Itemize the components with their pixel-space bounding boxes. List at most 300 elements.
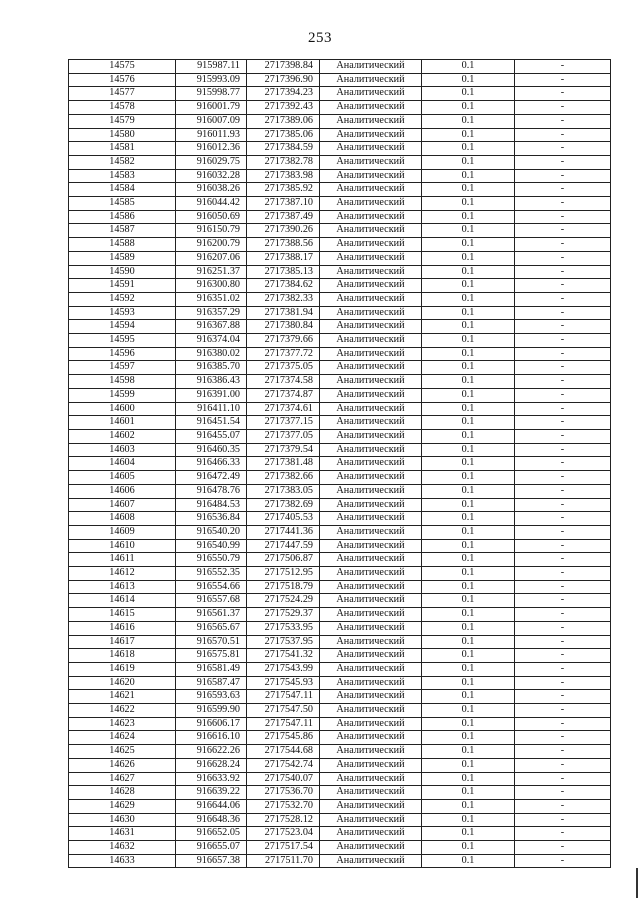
- method-cell: Аналитический: [320, 704, 422, 718]
- point-number-cell: 14627: [69, 772, 176, 786]
- point-number-cell: 14599: [69, 388, 176, 402]
- table-row: [69, 457, 611, 471]
- x-coordinate-cell: 916648.36: [176, 813, 247, 827]
- note-cell: -: [515, 662, 611, 676]
- y-coordinate-cell: 2717545.86: [247, 731, 320, 745]
- accuracy-cell: 0.1: [422, 334, 515, 348]
- method-cell: Аналитический: [320, 238, 422, 252]
- method-cell: Аналитический: [320, 87, 422, 101]
- method-cell: Аналитический: [320, 539, 422, 553]
- note-cell: -: [515, 786, 611, 800]
- note-cell: -: [515, 251, 611, 265]
- x-coordinate-cell: 916652.05: [176, 827, 247, 841]
- table-row: [69, 827, 611, 841]
- method-cell: Аналитический: [320, 635, 422, 649]
- method-cell: Аналитический: [320, 114, 422, 128]
- point-number-cell: 14626: [69, 758, 176, 772]
- accuracy-cell: 0.1: [422, 813, 515, 827]
- x-coordinate-cell: 916032.28: [176, 169, 247, 183]
- accuracy-cell: 0.1: [422, 484, 515, 498]
- x-coordinate-cell: 916552.35: [176, 567, 247, 581]
- note-cell: -: [515, 292, 611, 306]
- note-cell: -: [515, 197, 611, 211]
- table-row: [69, 155, 611, 169]
- point-number-cell: 14590: [69, 265, 176, 279]
- accuracy-cell: 0.1: [422, 525, 515, 539]
- method-cell: Аналитический: [320, 197, 422, 211]
- note-cell: -: [515, 238, 611, 252]
- accuracy-cell: 0.1: [422, 265, 515, 279]
- x-coordinate-cell: 916391.00: [176, 388, 247, 402]
- point-number-cell: 14625: [69, 745, 176, 759]
- accuracy-cell: 0.1: [422, 347, 515, 361]
- accuracy-cell: 0.1: [422, 827, 515, 841]
- x-coordinate-cell: 916550.79: [176, 553, 247, 567]
- note-cell: -: [515, 731, 611, 745]
- accuracy-cell: 0.1: [422, 649, 515, 663]
- accuracy-cell: 0.1: [422, 292, 515, 306]
- method-cell: Аналитический: [320, 690, 422, 704]
- x-coordinate-cell: 916385.70: [176, 361, 247, 375]
- note-cell: -: [515, 402, 611, 416]
- y-coordinate-cell: 2717387.49: [247, 210, 320, 224]
- accuracy-cell: 0.1: [422, 841, 515, 855]
- method-cell: Аналитический: [320, 512, 422, 526]
- y-coordinate-cell: 2717536.70: [247, 786, 320, 800]
- method-cell: Аналитический: [320, 799, 422, 813]
- method-cell: Аналитический: [320, 334, 422, 348]
- table-row: [69, 279, 611, 293]
- method-cell: Аналитический: [320, 731, 422, 745]
- note-cell: -: [515, 594, 611, 608]
- table-row: [69, 375, 611, 389]
- y-coordinate-cell: 2717389.06: [247, 114, 320, 128]
- accuracy-cell: 0.1: [422, 512, 515, 526]
- note-cell: -: [515, 265, 611, 279]
- method-cell: Аналитический: [320, 662, 422, 676]
- note-cell: -: [515, 854, 611, 868]
- accuracy-cell: 0.1: [422, 320, 515, 334]
- y-coordinate-cell: 2717441.36: [247, 525, 320, 539]
- accuracy-cell: 0.1: [422, 388, 515, 402]
- note-cell: -: [515, 183, 611, 197]
- y-coordinate-cell: 2717543.99: [247, 662, 320, 676]
- y-coordinate-cell: 2717377.15: [247, 416, 320, 430]
- method-cell: Аналитический: [320, 649, 422, 663]
- table-row: [69, 676, 611, 690]
- y-coordinate-cell: 2717385.13: [247, 265, 320, 279]
- y-coordinate-cell: 2717533.95: [247, 621, 320, 635]
- note-cell: -: [515, 745, 611, 759]
- method-cell: Аналитический: [320, 265, 422, 279]
- y-coordinate-cell: 2717524.29: [247, 594, 320, 608]
- method-cell: Аналитический: [320, 128, 422, 142]
- y-coordinate-cell: 2717545.93: [247, 676, 320, 690]
- method-cell: Аналитический: [320, 306, 422, 320]
- x-coordinate-cell: 916251.37: [176, 265, 247, 279]
- x-coordinate-cell: 916622.26: [176, 745, 247, 759]
- accuracy-cell: 0.1: [422, 183, 515, 197]
- table-row: [69, 251, 611, 265]
- x-coordinate-cell: 916581.49: [176, 662, 247, 676]
- table-row: [69, 402, 611, 416]
- y-coordinate-cell: 2717517.54: [247, 841, 320, 855]
- table-row: [69, 580, 611, 594]
- point-number-cell: 14576: [69, 73, 176, 87]
- y-coordinate-cell: 2717379.66: [247, 334, 320, 348]
- point-number-cell: 14583: [69, 169, 176, 183]
- method-cell: Аналитический: [320, 169, 422, 183]
- x-coordinate-cell: 916029.75: [176, 155, 247, 169]
- note-cell: -: [515, 224, 611, 238]
- y-coordinate-cell: 2717382.69: [247, 498, 320, 512]
- accuracy-cell: 0.1: [422, 443, 515, 457]
- note-cell: -: [515, 649, 611, 663]
- table-row: [69, 498, 611, 512]
- x-coordinate-cell: 916451.54: [176, 416, 247, 430]
- x-coordinate-cell: 916657.38: [176, 854, 247, 868]
- note-cell: -: [515, 334, 611, 348]
- point-number-cell: 14587: [69, 224, 176, 238]
- table-row: [69, 416, 611, 430]
- y-coordinate-cell: 2717537.95: [247, 635, 320, 649]
- y-coordinate-cell: 2717390.26: [247, 224, 320, 238]
- x-coordinate-cell: 916478.76: [176, 484, 247, 498]
- point-number-cell: 14594: [69, 320, 176, 334]
- method-cell: Аналитический: [320, 786, 422, 800]
- note-cell: -: [515, 635, 611, 649]
- method-cell: Аналитический: [320, 594, 422, 608]
- y-coordinate-cell: 2717529.37: [247, 608, 320, 622]
- accuracy-cell: 0.1: [422, 251, 515, 265]
- y-coordinate-cell: 2717532.70: [247, 799, 320, 813]
- note-cell: -: [515, 361, 611, 375]
- accuracy-cell: 0.1: [422, 73, 515, 87]
- method-cell: Аналитический: [320, 101, 422, 115]
- x-coordinate-cell: 916633.92: [176, 772, 247, 786]
- table-row: [69, 361, 611, 375]
- note-cell: -: [515, 101, 611, 115]
- table-row: [69, 745, 611, 759]
- note-cell: -: [515, 539, 611, 553]
- accuracy-cell: 0.1: [422, 758, 515, 772]
- table-row: [69, 553, 611, 567]
- point-number-cell: 14631: [69, 827, 176, 841]
- point-number-cell: 14580: [69, 128, 176, 142]
- x-coordinate-cell: 916557.68: [176, 594, 247, 608]
- y-coordinate-cell: 2717528.12: [247, 813, 320, 827]
- note-cell: -: [515, 512, 611, 526]
- y-coordinate-cell: 2717541.32: [247, 649, 320, 663]
- point-number-cell: 14589: [69, 251, 176, 265]
- method-cell: Аналитический: [320, 758, 422, 772]
- x-coordinate-cell: 916655.07: [176, 841, 247, 855]
- method-cell: Аналитический: [320, 608, 422, 622]
- table-row: [69, 142, 611, 156]
- note-cell: -: [515, 155, 611, 169]
- note-cell: -: [515, 388, 611, 402]
- table-row: [69, 525, 611, 539]
- point-number-cell: 14618: [69, 649, 176, 663]
- y-coordinate-cell: 2717380.84: [247, 320, 320, 334]
- point-number-cell: 14591: [69, 279, 176, 293]
- accuracy-cell: 0.1: [422, 690, 515, 704]
- accuracy-cell: 0.1: [422, 169, 515, 183]
- table-row: [69, 786, 611, 800]
- note-cell: -: [515, 690, 611, 704]
- y-coordinate-cell: 2717542.74: [247, 758, 320, 772]
- point-number-cell: 14577: [69, 87, 176, 101]
- note-cell: -: [515, 567, 611, 581]
- point-number-cell: 14575: [69, 60, 176, 74]
- table-row: [69, 388, 611, 402]
- note-cell: -: [515, 306, 611, 320]
- accuracy-cell: 0.1: [422, 539, 515, 553]
- table-row: [69, 128, 611, 142]
- point-number-cell: 14612: [69, 567, 176, 581]
- table-row: [69, 101, 611, 115]
- x-coordinate-cell: 916606.17: [176, 717, 247, 731]
- method-cell: Аналитический: [320, 841, 422, 855]
- y-coordinate-cell: 2717405.53: [247, 512, 320, 526]
- point-number-cell: 14606: [69, 484, 176, 498]
- accuracy-cell: 0.1: [422, 498, 515, 512]
- method-cell: Аналитический: [320, 813, 422, 827]
- accuracy-cell: 0.1: [422, 704, 515, 718]
- x-coordinate-cell: 916351.02: [176, 292, 247, 306]
- y-coordinate-cell: 2717374.87: [247, 388, 320, 402]
- note-cell: -: [515, 621, 611, 635]
- method-cell: Аналитический: [320, 745, 422, 759]
- point-number-cell: 14615: [69, 608, 176, 622]
- accuracy-cell: 0.1: [422, 361, 515, 375]
- accuracy-cell: 0.1: [422, 224, 515, 238]
- x-coordinate-cell: 916455.07: [176, 429, 247, 443]
- y-coordinate-cell: 2717374.61: [247, 402, 320, 416]
- x-coordinate-cell: 916150.79: [176, 224, 247, 238]
- table-row: [69, 731, 611, 745]
- accuracy-cell: 0.1: [422, 567, 515, 581]
- method-cell: Аналитический: [320, 347, 422, 361]
- point-number-cell: 14604: [69, 457, 176, 471]
- x-coordinate-cell: 915993.09: [176, 73, 247, 87]
- x-coordinate-cell: 916554.66: [176, 580, 247, 594]
- accuracy-cell: 0.1: [422, 375, 515, 389]
- x-coordinate-cell: 916300.80: [176, 279, 247, 293]
- point-number-cell: 14598: [69, 375, 176, 389]
- table-row: [69, 608, 611, 622]
- table-row: [69, 238, 611, 252]
- point-number-cell: 14584: [69, 183, 176, 197]
- y-coordinate-cell: 2717518.79: [247, 580, 320, 594]
- x-coordinate-cell: 916380.02: [176, 347, 247, 361]
- accuracy-cell: 0.1: [422, 553, 515, 567]
- method-cell: Аналитический: [320, 717, 422, 731]
- y-coordinate-cell: 2717374.58: [247, 375, 320, 389]
- note-cell: -: [515, 210, 611, 224]
- method-cell: Аналитический: [320, 60, 422, 74]
- note-cell: -: [515, 608, 611, 622]
- y-coordinate-cell: 2717387.10: [247, 197, 320, 211]
- note-cell: -: [515, 375, 611, 389]
- accuracy-cell: 0.1: [422, 594, 515, 608]
- accuracy-cell: 0.1: [422, 306, 515, 320]
- x-coordinate-cell: 916536.84: [176, 512, 247, 526]
- point-number-cell: 14607: [69, 498, 176, 512]
- x-coordinate-cell: 916644.06: [176, 799, 247, 813]
- note-cell: -: [515, 114, 611, 128]
- table-row: [69, 347, 611, 361]
- point-number-cell: 14592: [69, 292, 176, 306]
- point-number-cell: 14588: [69, 238, 176, 252]
- method-cell: Аналитический: [320, 429, 422, 443]
- method-cell: Аналитический: [320, 402, 422, 416]
- table-row: [69, 306, 611, 320]
- x-coordinate-cell: 916561.37: [176, 608, 247, 622]
- note-cell: -: [515, 457, 611, 471]
- x-coordinate-cell: 916628.24: [176, 758, 247, 772]
- y-coordinate-cell: 2717394.23: [247, 87, 320, 101]
- accuracy-cell: 0.1: [422, 128, 515, 142]
- x-coordinate-cell: 916540.20: [176, 525, 247, 539]
- x-coordinate-cell: 916367.88: [176, 320, 247, 334]
- point-number-cell: 14608: [69, 512, 176, 526]
- table-row: [69, 512, 611, 526]
- accuracy-cell: 0.1: [422, 662, 515, 676]
- table-row: [69, 471, 611, 485]
- accuracy-cell: 0.1: [422, 114, 515, 128]
- note-cell: -: [515, 772, 611, 786]
- table-row: [69, 567, 611, 581]
- note-cell: -: [515, 347, 611, 361]
- note-cell: -: [515, 142, 611, 156]
- table-row: [69, 320, 611, 334]
- table-row: [69, 690, 611, 704]
- y-coordinate-cell: 2717392.43: [247, 101, 320, 115]
- y-coordinate-cell: 2717382.33: [247, 292, 320, 306]
- point-number-cell: 14602: [69, 429, 176, 443]
- y-coordinate-cell: 2717547.50: [247, 704, 320, 718]
- accuracy-cell: 0.1: [422, 210, 515, 224]
- note-cell: -: [515, 128, 611, 142]
- x-coordinate-cell: 916386.43: [176, 375, 247, 389]
- note-cell: -: [515, 60, 611, 74]
- table-row: [69, 169, 611, 183]
- x-coordinate-cell: 916374.04: [176, 334, 247, 348]
- point-number-cell: 14623: [69, 717, 176, 731]
- table-row: [69, 197, 611, 211]
- accuracy-cell: 0.1: [422, 60, 515, 74]
- table-row: [69, 114, 611, 128]
- x-coordinate-cell: 916484.53: [176, 498, 247, 512]
- accuracy-cell: 0.1: [422, 621, 515, 635]
- point-number-cell: 14605: [69, 471, 176, 485]
- point-number-cell: 14609: [69, 525, 176, 539]
- accuracy-cell: 0.1: [422, 142, 515, 156]
- note-cell: -: [515, 169, 611, 183]
- note-cell: -: [515, 443, 611, 457]
- accuracy-cell: 0.1: [422, 854, 515, 868]
- point-number-cell: 14600: [69, 402, 176, 416]
- y-coordinate-cell: 2717398.84: [247, 60, 320, 74]
- accuracy-cell: 0.1: [422, 155, 515, 169]
- method-cell: Аналитический: [320, 361, 422, 375]
- table-row: [69, 443, 611, 457]
- y-coordinate-cell: 2717512.95: [247, 567, 320, 581]
- scan-edge-mark: [636, 868, 638, 898]
- table-row: [69, 635, 611, 649]
- method-cell: Аналитический: [320, 416, 422, 430]
- method-cell: Аналитический: [320, 388, 422, 402]
- point-number-cell: 14632: [69, 841, 176, 855]
- coordinates-table-body: [69, 60, 611, 868]
- accuracy-cell: 0.1: [422, 457, 515, 471]
- point-number-cell: 14624: [69, 731, 176, 745]
- method-cell: Аналитический: [320, 567, 422, 581]
- y-coordinate-cell: 2717382.78: [247, 155, 320, 169]
- point-number-cell: 14629: [69, 799, 176, 813]
- method-cell: Аналитический: [320, 142, 422, 156]
- note-cell: -: [515, 704, 611, 718]
- y-coordinate-cell: 2717506.87: [247, 553, 320, 567]
- note-cell: -: [515, 484, 611, 498]
- point-number-cell: 14628: [69, 786, 176, 800]
- x-coordinate-cell: 916616.10: [176, 731, 247, 745]
- y-coordinate-cell: 2717383.98: [247, 169, 320, 183]
- x-coordinate-cell: 915998.77: [176, 87, 247, 101]
- y-coordinate-cell: 2717377.72: [247, 347, 320, 361]
- method-cell: Аналитический: [320, 580, 422, 594]
- y-coordinate-cell: 2717381.94: [247, 306, 320, 320]
- note-cell: -: [515, 73, 611, 87]
- point-number-cell: 14603: [69, 443, 176, 457]
- y-coordinate-cell: 2717511.70: [247, 854, 320, 868]
- method-cell: Аналитический: [320, 292, 422, 306]
- accuracy-cell: 0.1: [422, 279, 515, 293]
- y-coordinate-cell: 2717384.59: [247, 142, 320, 156]
- x-coordinate-cell: 916587.47: [176, 676, 247, 690]
- y-coordinate-cell: 2717377.05: [247, 429, 320, 443]
- accuracy-cell: 0.1: [422, 717, 515, 731]
- table-row: [69, 210, 611, 224]
- note-cell: -: [515, 717, 611, 731]
- point-number-cell: 14621: [69, 690, 176, 704]
- point-number-cell: 14596: [69, 347, 176, 361]
- method-cell: Аналитический: [320, 827, 422, 841]
- table-row: [69, 854, 611, 868]
- table-row: [69, 224, 611, 238]
- table-row: [69, 183, 611, 197]
- x-coordinate-cell: 916460.35: [176, 443, 247, 457]
- x-coordinate-cell: 916007.09: [176, 114, 247, 128]
- method-cell: Аналитический: [320, 676, 422, 690]
- y-coordinate-cell: 2717388.56: [247, 238, 320, 252]
- x-coordinate-cell: 916466.33: [176, 457, 247, 471]
- x-coordinate-cell: 916570.51: [176, 635, 247, 649]
- table-row: [69, 813, 611, 827]
- note-cell: -: [515, 799, 611, 813]
- table-row: [69, 717, 611, 731]
- accuracy-cell: 0.1: [422, 197, 515, 211]
- y-coordinate-cell: 2717383.05: [247, 484, 320, 498]
- point-number-cell: 14611: [69, 553, 176, 567]
- note-cell: -: [515, 676, 611, 690]
- method-cell: Аналитический: [320, 251, 422, 265]
- y-coordinate-cell: 2717384.62: [247, 279, 320, 293]
- note-cell: -: [515, 279, 611, 293]
- accuracy-cell: 0.1: [422, 238, 515, 252]
- accuracy-cell: 0.1: [422, 786, 515, 800]
